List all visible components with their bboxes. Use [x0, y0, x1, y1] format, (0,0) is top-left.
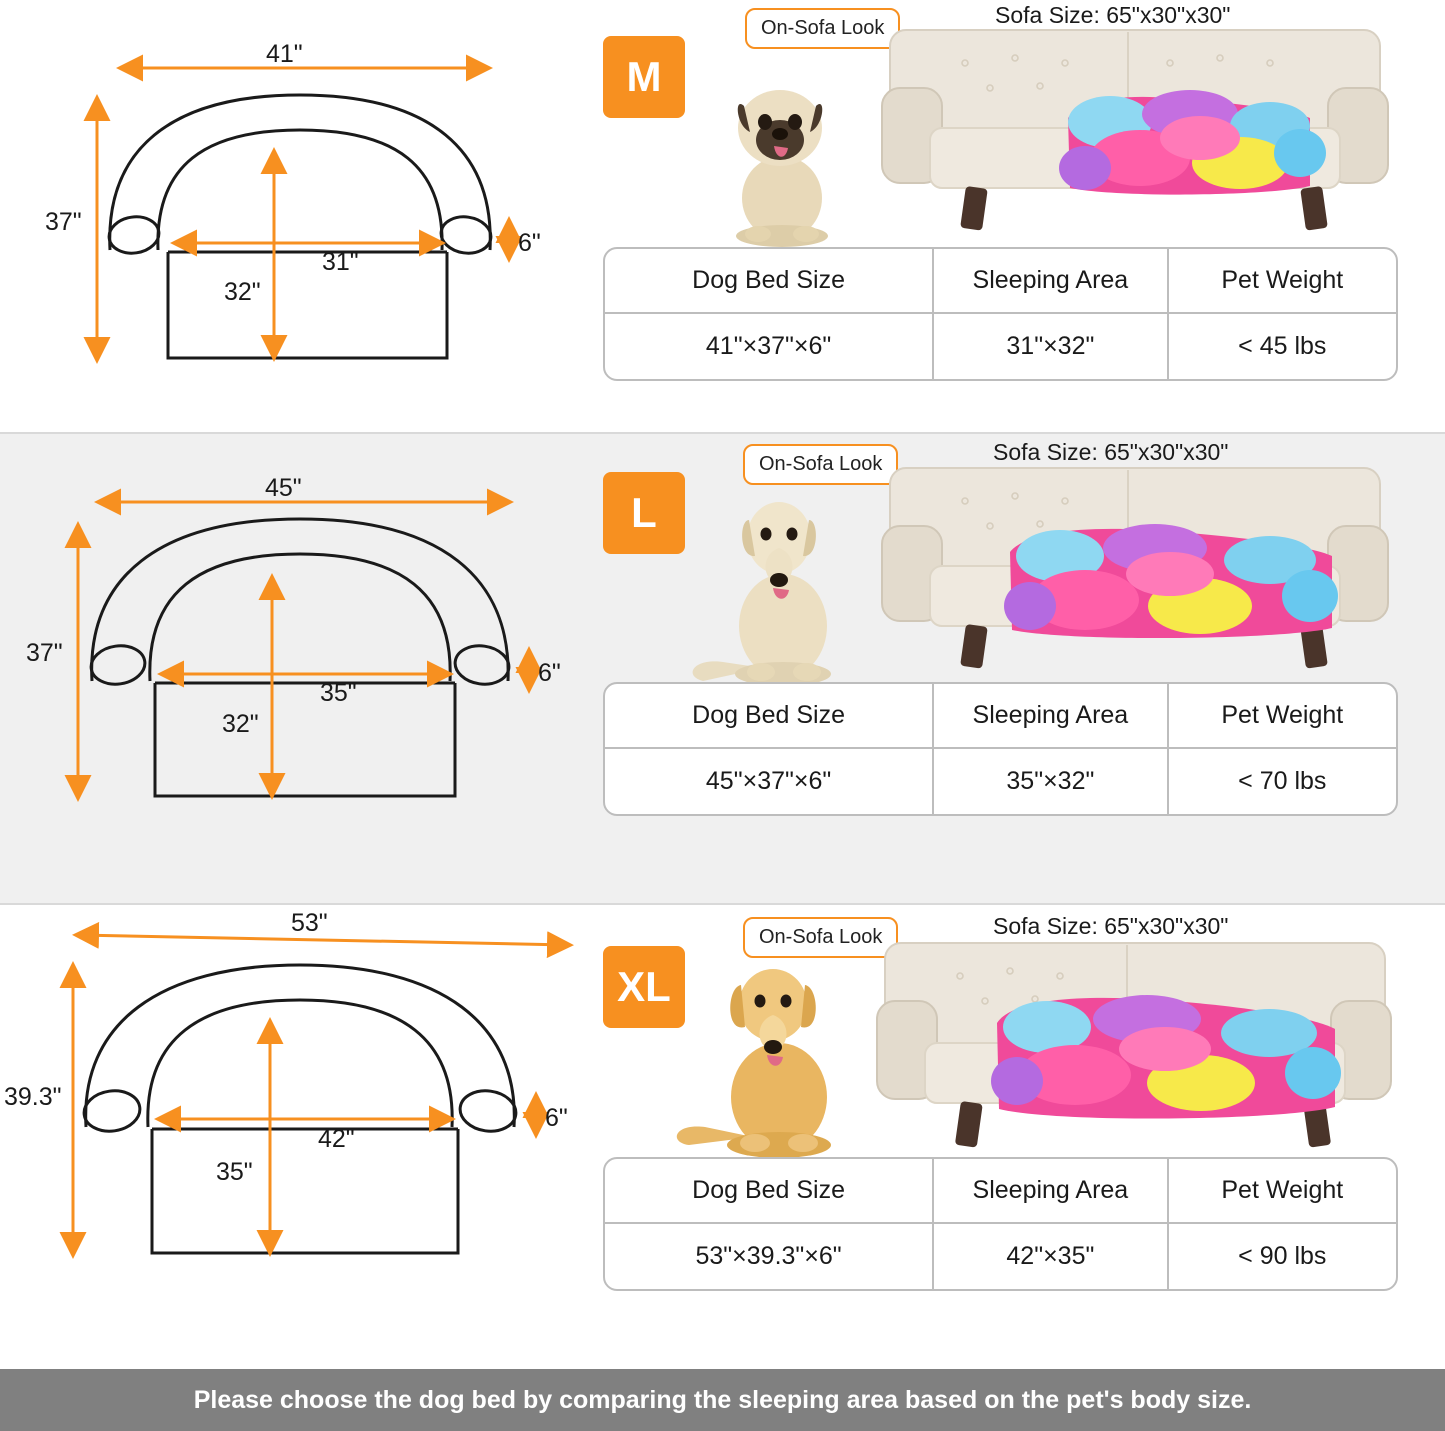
size-badge-m: M — [603, 36, 685, 118]
size-badge-xl: XL — [603, 946, 685, 1028]
on-sofa-look-pill: On-Sofa Look — [745, 8, 900, 49]
dog-illustration-pug — [710, 48, 850, 248]
dim-height-label: 39.3" — [4, 1083, 62, 1111]
size-row-xl — [0, 905, 1445, 1369]
header-bed-size: Dog Bed Size — [605, 1159, 934, 1222]
header-sleeping-area: Sleeping Area — [934, 1159, 1168, 1222]
dim-width-label: 53" — [291, 909, 328, 937]
bed-diagram-xl — [0, 905, 595, 1369]
table-header-row — [605, 249, 1396, 314]
on-sofa-look-pill: On-Sofa Look — [743, 444, 898, 485]
value-sleeping-area: 35"×32" — [934, 749, 1168, 814]
dim-inner-width-label: 31" — [322, 248, 359, 276]
header-pet-weight: Pet Weight — [1221, 701, 1344, 729]
sofa-illustration — [870, 456, 1400, 681]
sofa-size-caption: Sofa Size: 65"x30"x30" — [995, 2, 1231, 28]
dim-width-label: 41" — [266, 40, 303, 68]
info-col-m — [595, 0, 1445, 432]
size-badge-l: L — [603, 472, 685, 554]
info-col-xl — [595, 905, 1445, 1369]
sofa-illustration — [865, 931, 1405, 1161]
header-bed-size: Dog Bed Size — [605, 249, 934, 312]
bed-diagram-l — [0, 434, 595, 903]
table-row — [605, 749, 1396, 814]
dim-inner-height-label: 35" — [216, 1158, 253, 1186]
dim-inner-height-label: 32" — [222, 710, 259, 738]
dim-thickness-label: 6" — [518, 229, 541, 257]
bed-outline-diagram-icon — [0, 905, 595, 1367]
bed-outline-diagram-icon — [0, 434, 595, 903]
dim-height-label: 37" — [45, 208, 82, 236]
info-col-l — [595, 434, 1445, 903]
sofa-size-caption: Sofa Size: 65"x30"x30" — [993, 439, 1229, 465]
dim-inner-height-label: 32" — [224, 278, 261, 306]
header-pet-weight: Pet Weight — [1221, 1176, 1344, 1204]
value-bed-size: 41"×37"×6" — [605, 314, 934, 379]
table-row — [605, 1224, 1396, 1289]
value-pet-weight: < 70 lbs — [1238, 767, 1327, 795]
dim-width-label: 45" — [265, 474, 302, 502]
dim-inner-width-label: 42" — [318, 1125, 355, 1153]
header-bed-size: Dog Bed Size — [605, 684, 934, 747]
value-sleeping-area: 42"×35" — [934, 1224, 1168, 1289]
footer-note: Please choose the dog bed by comparing the sleeping area based on the pet's body size. — [0, 1369, 1445, 1431]
spec-table-xl — [603, 1157, 1398, 1291]
size-row-l — [0, 434, 1445, 905]
table-row — [605, 314, 1396, 379]
value-sleeping-area: 31"×32" — [934, 314, 1168, 379]
on-sofa-look-pill: On-Sofa Look — [743, 917, 898, 958]
sofa-size-caption: Sofa Size: 65"x30"x30" — [993, 913, 1229, 939]
size-row-m — [0, 0, 1445, 434]
dim-inner-width-label: 35" — [320, 679, 357, 707]
value-pet-weight: < 90 lbs — [1238, 1242, 1327, 1270]
sofa-illustration — [870, 18, 1400, 243]
dog-illustration-labrador — [683, 476, 863, 691]
header-sleeping-area: Sleeping Area — [934, 684, 1168, 747]
table-header-row — [605, 1159, 1396, 1224]
dim-thickness-label: 6" — [545, 1104, 568, 1132]
header-sleeping-area: Sleeping Area — [934, 249, 1168, 312]
dog-illustration-golden-retriever — [667, 947, 867, 1167]
value-bed-size: 53"×39.3"×6" — [605, 1224, 934, 1289]
value-pet-weight: < 45 lbs — [1238, 332, 1327, 360]
dim-height-label: 37" — [26, 639, 63, 667]
value-bed-size: 45"×37"×6" — [605, 749, 934, 814]
dim-thickness-label: 6" — [538, 659, 561, 687]
bed-diagram-m — [0, 0, 595, 432]
header-pet-weight: Pet Weight — [1221, 266, 1344, 294]
spec-table-l — [603, 682, 1398, 816]
table-header-row — [605, 684, 1396, 749]
spec-table-m — [603, 247, 1398, 381]
